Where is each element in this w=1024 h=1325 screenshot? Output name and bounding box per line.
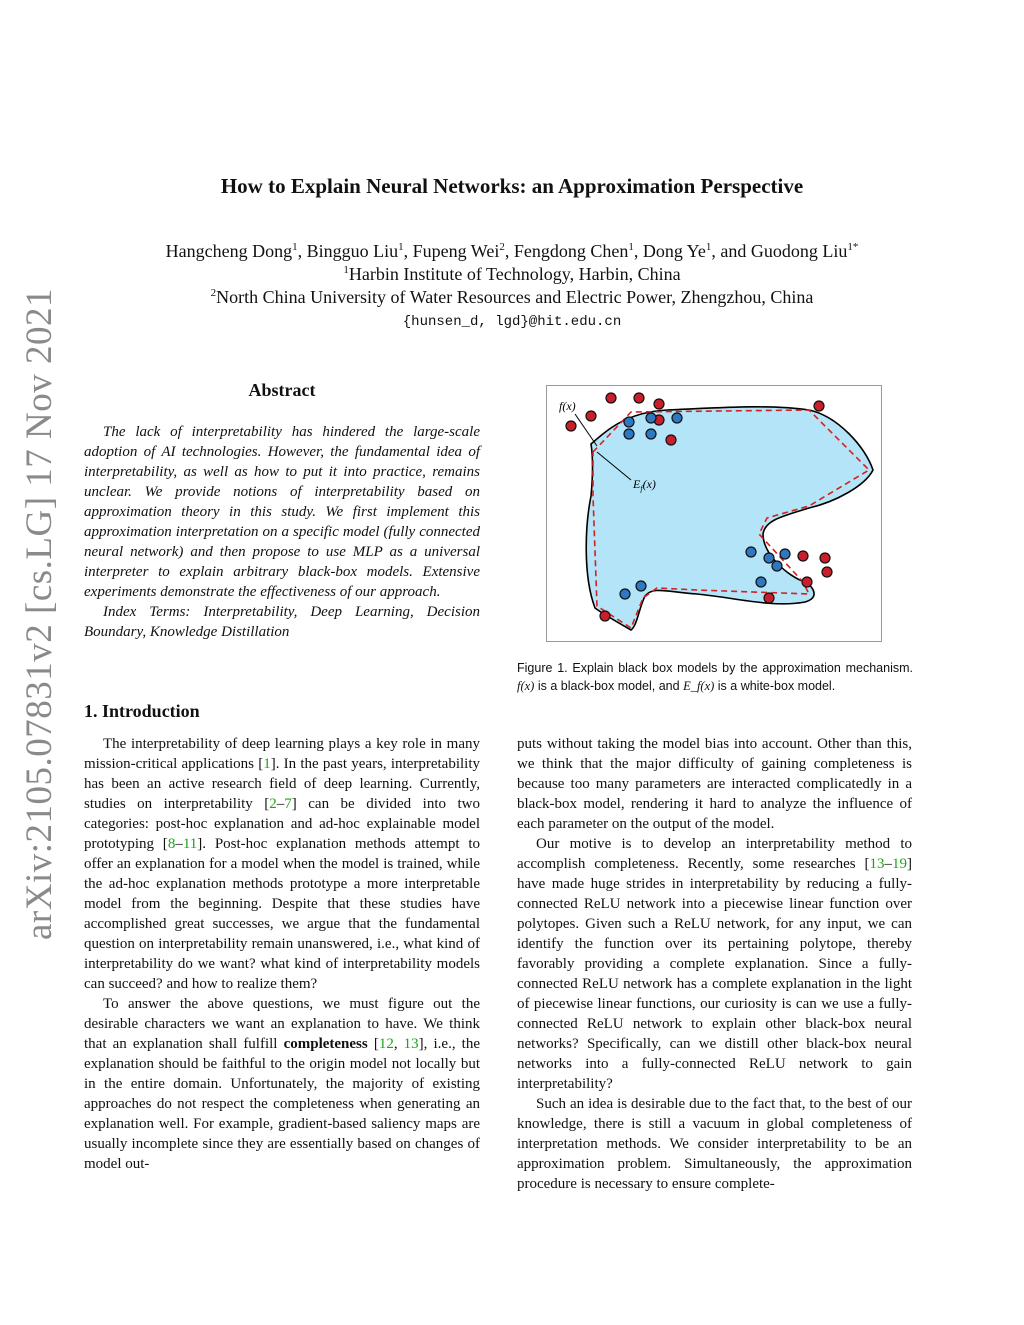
- red-class-point: [600, 611, 610, 621]
- citation-link[interactable]: 2: [269, 796, 277, 812]
- author-affiliation-sup: 1*: [847, 241, 859, 253]
- blue-class-point: [624, 429, 634, 439]
- citation-link[interactable]: 13: [403, 1036, 419, 1052]
- blue-class-point: [772, 561, 782, 571]
- blue-class-point: [646, 413, 656, 423]
- red-class-point: [798, 551, 808, 561]
- red-class-point: [654, 399, 664, 409]
- author-block: [0, 240, 1024, 334]
- efx-label: $E_f(x)$: [633, 477, 656, 493]
- red-class-point: [814, 401, 824, 411]
- blue-class-point: [672, 413, 682, 423]
- red-class-point: [764, 593, 774, 603]
- author-affiliation-sup: 1: [292, 241, 298, 253]
- author-name: Bingguo Liu: [306, 241, 399, 261]
- citation-link[interactable]: 11: [182, 836, 198, 852]
- citation-link[interactable]: 8: [167, 836, 176, 852]
- blue-class-point: [646, 429, 656, 439]
- intro-left-column: [84, 734, 480, 1174]
- author-name: Hangcheng Dong: [165, 241, 293, 261]
- author-name: Fupeng Wei: [412, 241, 500, 261]
- red-class-point: [606, 393, 616, 403]
- blue-class-point: [746, 547, 756, 557]
- right-paragraph-continuation: puts without taking the model bias into account. Other than this, we think that the major difficulty of gaining completeness is because too many parameters are interacted complicatedly in a black-box model, rendering it hard to analyze the influence of each parameter on the output of the model.: [517, 736, 912, 832]
- citation-link[interactable]: 19: [892, 856, 907, 872]
- figure-1: [546, 385, 882, 642]
- red-class-point: [666, 435, 676, 445]
- red-class-point: [822, 567, 832, 577]
- approximation-figure: [547, 386, 881, 641]
- author-affiliation-sup: 1: [398, 241, 404, 253]
- blue-class-point: [756, 577, 766, 587]
- red-class-point: [634, 393, 644, 403]
- fx-label: f(x): [559, 399, 576, 413]
- contact-email: {hunsen_d, lgd}@hit.edu.cn: [402, 314, 622, 330]
- abstract-heading: Abstract: [248, 380, 316, 400]
- blue-class-point: [764, 553, 774, 563]
- intro-paragraph-2: To answer the above questions, we must figure out the desirable characters we want an explanation to have. We think that an explanation shall fulfill completeness [12, 13], i.e., the explanation should be faithful to the origin model not locally but in the entire domain. Unfortunately, the majority of existing approaches do not respect the completeness when generating an explanation well. For example, gradient-based saliency maps are usually incomplete since they are essentially based on changes of model out-: [84, 996, 480, 1172]
- blue-class-point: [636, 581, 646, 591]
- blue-class-point: [624, 417, 634, 427]
- affiliation-2: $^2$North China University of Water Resources and Electric Power, Zhengzhou, China: [210, 287, 814, 307]
- citation-link[interactable]: 1: [263, 756, 271, 772]
- author-affiliation-sup: 2: [499, 241, 505, 253]
- section-heading-introduction: 1. Introduction: [84, 701, 200, 721]
- author-name: Dong Ye: [642, 241, 706, 261]
- blue-class-point: [620, 589, 630, 599]
- arxiv-identifier: arXiv:2105.07831v2 [cs.LG] 17 Nov 2021: [19, 287, 60, 940]
- right-paragraph-2: Our motive is to develop an interpretability method to accomplish completeness. Recently, some researches [13–19] have made huge strides in interpretability by reducing a fully-connected ReLU network into a piecewise linear function over polytopes. Given such a ReLU network, for any input, we can identify the function over its pertaining polytope, thereby favorably providing a complete explanation. Since a fully-connected ReLU network has a complete explanation in the light of piecewise linear functions, our curiosity is can we use a fully-connected ReLU network to explain other black-box neural networks? Specifically, can we distill other black-box neural networks into a fully-connected ReLU network to gain interpretability?: [517, 836, 912, 1092]
- red-class-point: [586, 411, 596, 421]
- red-class-point: [820, 553, 830, 563]
- right-paragraph-3: Such an idea is desirable due to the fact that, to the best of our knowledge, there is still a vacuum in global completeness of interpretation methods. We consider interpretability to be an approximation problem. Simultaneously, the approximation procedure is necessary to ensure complete-: [517, 1096, 912, 1192]
- citation-link[interactable]: 7: [284, 796, 292, 812]
- author-name: Fengdong Chen: [513, 241, 629, 261]
- figure-1-caption: Figure 1. Explain black box models by the approximation mechanism. f(x) is a black-box model, and E_f(x) is a white-box model.: [517, 661, 913, 693]
- author-affiliation-sup: 1: [705, 241, 712, 253]
- intro-paragraph-1: The interpretability of deep learning plays a key role in many mission-critical applications [1]. In the past years, interpretability has been an active research field of deep learning. Currently, studies on interpretability [2–7] can be divided into two categories: post-hoc explanation and ad-hoc explainable model prototyping [8–11]. Post-hoc explanation methods attempt to offer an explanation for a model when the model is trained, while the ad-hoc explanation methods prototype a more interpretable model from the beginning. Despite that these studies have accomplished great successes, we argue that the fundamental question on interpretability remain unanswered, i.e., what kind of interpretability do we want? what kind of interpretability models can succeed? and how to realize them?: [84, 736, 480, 992]
- paper-title: How to Explain Neural Networks: an Approximation Perspective: [220, 174, 804, 198]
- citation-link[interactable]: 12: [378, 1036, 394, 1052]
- red-class-point: [566, 421, 576, 431]
- blue-class-point: [780, 549, 790, 559]
- caption-efx: E_f(x): [683, 679, 715, 693]
- red-class-point: [802, 577, 812, 587]
- intro-right-column: [517, 734, 912, 1194]
- affiliation-1: $^1$Harbin Institute of Technology, Harbin, China: [343, 264, 681, 284]
- author-list: Hangcheng Dong$^1$, Bingguo Liu$^1$, Fupeng Wei$^2$, Fengdong Chen$^1$, Dong Ye$^1$, and Guodong Liu$^{1*}$: [165, 241, 859, 261]
- abstract-body: [84, 422, 480, 642]
- author-affiliation-sup: 1: [628, 241, 634, 253]
- caption-fx: f(x): [517, 679, 535, 693]
- author-name: Guodong Liu: [750, 241, 848, 261]
- index-terms: Index Terms: Interpretability, Deep Learning, Decision Boundary, Knowledge Distillation: [84, 604, 480, 640]
- abstract-text: The lack of interpretability has hindered the large-scale adoption of AI technologies. However, the fundamental idea of interpretability, as well as how to put it into practice, remains unclear. We provide notions of interpretability based on approximation theory in this study. We first implement this approximation interpretation on a specific model (fully connected neural network) and then propose to use MLP as a universal interpreter to explain arbitrary black-box models. Extensive experiments demonstrate the effectiveness of our approach.: [84, 424, 480, 600]
- citation-link[interactable]: 13: [869, 856, 885, 872]
